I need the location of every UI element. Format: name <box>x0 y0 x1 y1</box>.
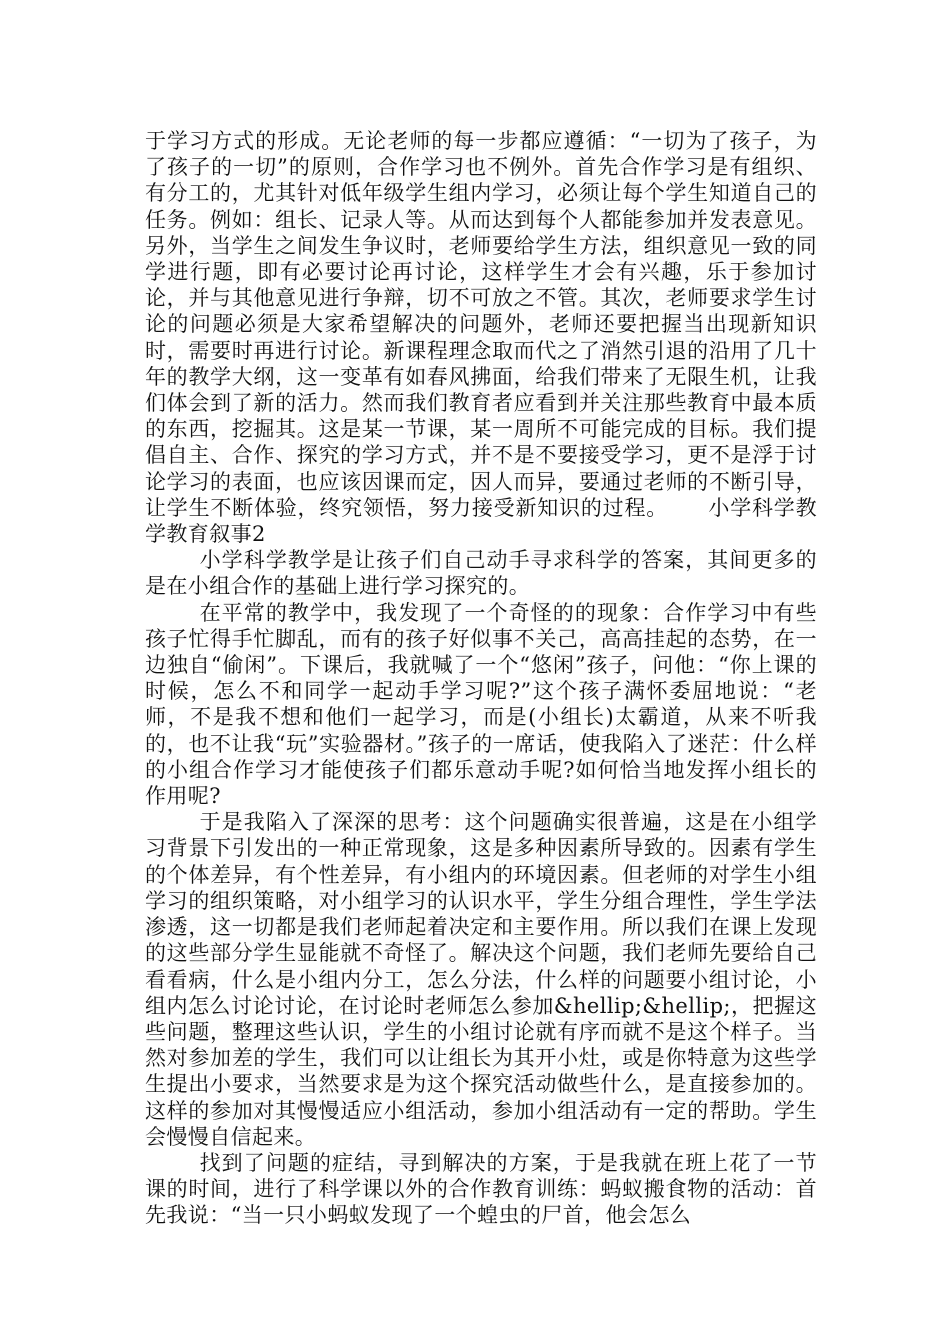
document-body <box>145 128 817 1229</box>
paragraph-1-text: 于学习方式的形成。无论老师的每一步都应遵循：“一切为了孩子，为了孩子的一切”的原则，合作学习也不例外。首先合作学习是有组织、有分工的，尤其针对低年级学生组内学习，必须让每个学生知道自己的任务。例如：组长、记录人等。从而达到每个人都能参加并发表意见。另外，当学生之间发生争议时，老师要给学生方法，组织意见一致的同学进行题，即有必要讨论再讨论，这样学生才会有兴趣，乐于参加讨论，并与其他意见进行争辩，切不可放之不管。其次，老师要求学生讨论的问题必须是大家希望解决的问题外，老师还要把握当出现新知识时，需要时再进行讨论。新课程理念取而代之了消然引退的沿用了几十年的教学大纲，这一变革有如春风拂面，给我们带来了无限生机，让我们体会到了新的活力。然而我们教育者应看到并关注那些教育中最本质的东西，挖掘其。这是某一节课，某一周所不可能完成的目标。我们提倡自主、合作、探究的学习方式，并不是不要接受学习，更不是浮于讨论学习的表面，也应该因课而定，因人而异，要通过老师的不断引导，让学生不断体验，终究领悟，努力接受新知识的过程。 <box>145 129 817 520</box>
section-heading: 小学科学教学教育叙事2 <box>145 495 817 547</box>
paragraph-5: 找到了问题的症结，寻到解决的方案，于是我就在班上花了一节课的时间，进行了科学课以外的合作教育训练：蚂蚁搬食物的活动：首先我说：“当一只小蚂蚁发现了一个蝗虫的尸首，他会怎么 <box>145 1150 817 1228</box>
paragraph-3: 在平常的教学中，我发现了一个奇怪的的现象：合作学习中有些孩子忙得手忙脚乱，而有的孩子好似事不关己，高高挂起的态势，在一边独自“偷闲”。下课后，我就喊了一个“悠闲”孩子，问他：“你上课的时候，怎么不和同学一起动手学习呢?”这个孩子满怀委屈地说：“老师，不是我不想和他们一起学习，而是(小组长)太霸道，从来不听我的，也不让我“玩”实验器材。”孩子的一席话，使我陷入了迷茫：什么样的小组合作学习才能使孩子们都乐意动手呢?如何恰当地发挥小组长的作用呢? <box>145 600 817 809</box>
paragraph-2: 小学科学教学是让孩子们自己动手寻求科学的答案，其间更多的是在小组合作的基础上进行学习探究的。 <box>145 548 817 599</box>
paragraph-4: 于是我陷入了深深的思考：这个问题确实很普遍，这是在小组学习背景下引发出的一种正常现象，这是多种因素所导致的。因素有学生的个体差异，有个性差异，有小组内的环境因素。但老师的对学生小组学习的组织策略，对小组学习的认识水平，学生分组合理性，学生学法渗透，这一切都是我们老师起着决定和主要作用。所以我们在课上发现的这些部分学生显能就不奇怪了。解决这个问题，我们老师先要给自己看看病，什么是小组内分工，怎么分法，什么样的问题要小组讨论，小组内怎么讨论讨论，在讨论时老师怎么参加&hellip;&hellip;，把握这些问题，整理这些认识，学生的小组讨论就有序而就不是这个样子。当然对参加差的学生，我们可以让组长为其开小灶，或是你特意为这些学生提出小要求，当然要求是为这个探究活动做些什么，是直接参加的。这样的参加对其慢慢适应小组活动，参加小组活动有一定的帮助。学生会慢慢自信起来。 <box>145 810 817 1149</box>
paragraph-continuation <box>145 128 817 547</box>
